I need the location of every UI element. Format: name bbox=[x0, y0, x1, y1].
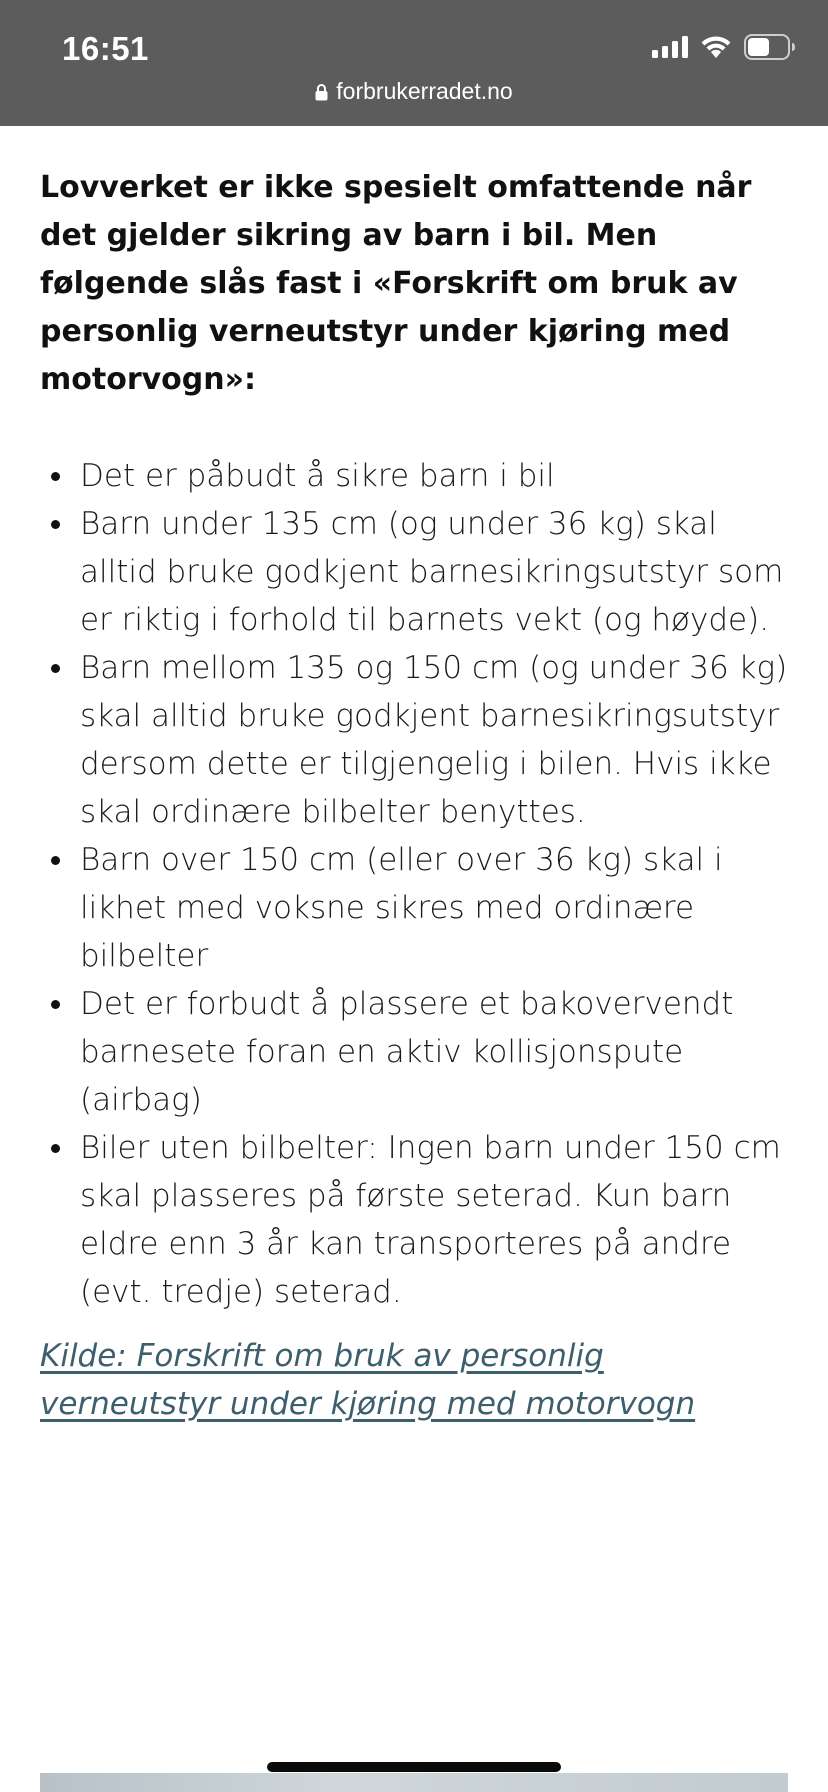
article-intro: Lovverket er ikke spesielt omfattende når det gjelder sikring av barn i bil. Men følgende slås fast i «Forskrift om bruk av personlig verneutstyr under kjøring med motorvogn»: bbox=[40, 170, 752, 397]
address-bar[interactable] bbox=[0, 78, 828, 107]
list-item: Barn over 150 cm (eller over 36 kg) skal i likhet med voksne sikres med ordinære bilbelter bbox=[80, 836, 800, 980]
list-item: Barn under 135 cm (og under 36 kg) skal alltid bruke godkjent barnesikringsutstyr som er riktig i forhold til barnets vekt (og høyde). bbox=[80, 500, 800, 644]
cellular-signal-icon bbox=[652, 36, 688, 62]
list-item: Barn mellom 135 og 150 cm (og under 36 kg) skal alltid bruke godkjent barnesikringsutstyr dersom dette er tilgjengelig i bilen. Hvis ikke skal ordinære bilbelter benyttes. bbox=[80, 644, 800, 836]
url-text: forbrukerradet.no bbox=[336, 78, 513, 104]
status-icons bbox=[652, 34, 796, 64]
source-link[interactable]: Kilde: Forskrift om bruk av personlig verneutstyr under kjøring med motorvogn bbox=[40, 1338, 696, 1422]
browser-status-bar bbox=[0, 0, 828, 126]
article-content bbox=[40, 164, 800, 1428]
home-indicator[interactable] bbox=[267, 1762, 561, 1772]
rules-list bbox=[40, 452, 800, 1316]
lock-icon bbox=[315, 80, 328, 107]
clock-time: 16:51 bbox=[62, 30, 149, 67]
battery-icon bbox=[744, 34, 796, 64]
list-item: Det er forbudt å plassere et bakovervendt barnesete foran en aktiv kollisjonspute (airbag) bbox=[80, 980, 800, 1124]
article-image bbox=[40, 1773, 788, 1792]
wifi-icon bbox=[700, 35, 732, 63]
list-item: Det er påbudt å sikre barn i bil bbox=[80, 452, 800, 500]
list-item: Biler uten bilbelter: Ingen barn under 150 cm skal plasseres på første seterad. Kun barn eldre enn 3 år kan transporteres på andre (evt. tredje) seterad. bbox=[80, 1124, 800, 1316]
